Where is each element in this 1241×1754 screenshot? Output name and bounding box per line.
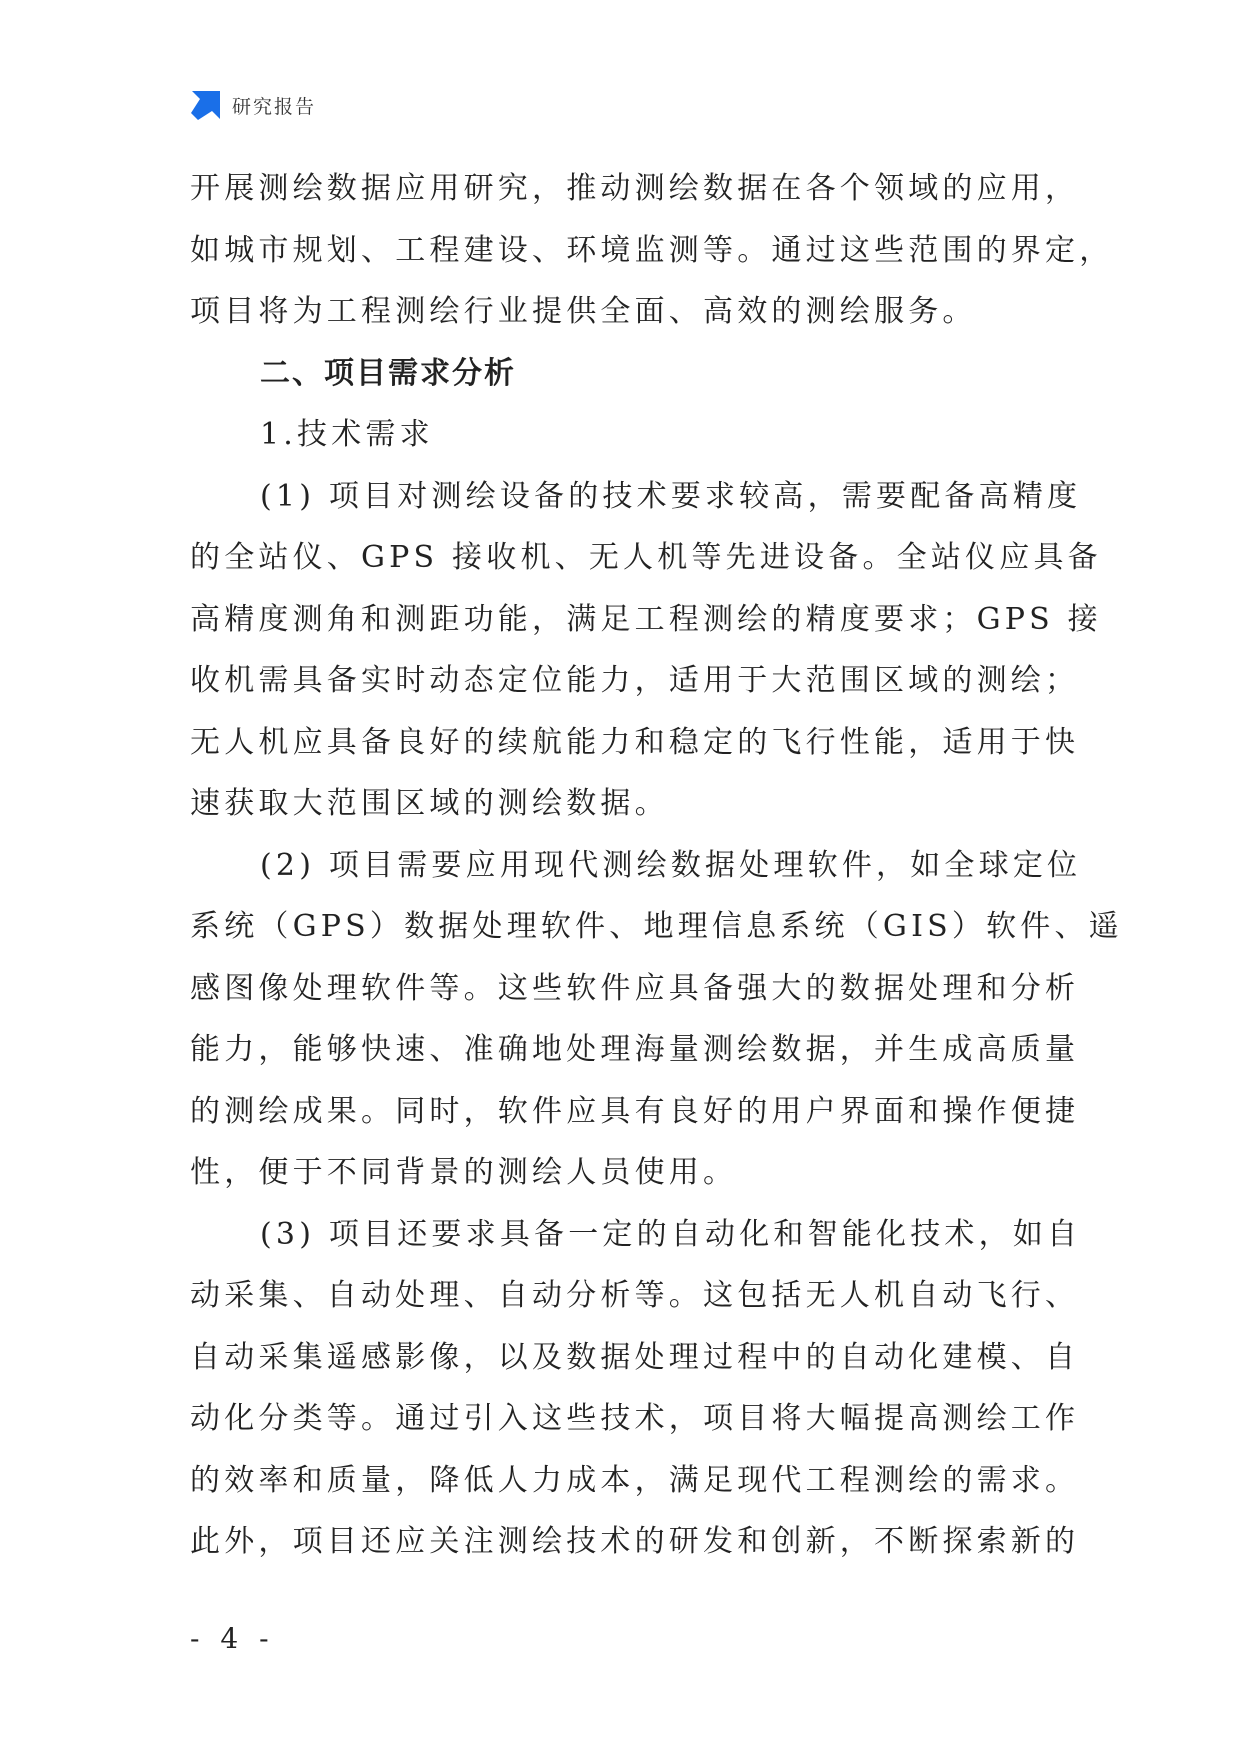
body-line: 动化分类等。通过引入这些技术，项目将大幅提高测绘工作: [190, 1401, 1080, 1436]
document-body: [190, 158, 1123, 1573]
body-line: 的测绘成果。同时，软件应具有良好的用户界面和操作便捷: [190, 1093, 1080, 1129]
body-line: 此外，项目还应关注测绘技术的研发和创新，不断探索新的: [190, 1524, 1080, 1559]
body-line: 速获取大范围区域的测绘数据。: [190, 786, 669, 821]
arrow-up-right-icon: [188, 89, 222, 121]
body-line: 项目将为工程测绘行业提供全面、高效的测绘服务。: [190, 294, 977, 329]
body-line: 的效率和质量，降低人力成本，满足现代工程测绘的需求。: [190, 1462, 1080, 1498]
body-line: 性，便于不同背景的测绘人员使用。: [190, 1155, 738, 1190]
page-number: - 4 -: [190, 1622, 275, 1655]
body-line: 高精度测角和测距功能，满足工程测绘的精度要求；GPS 接: [190, 601, 1102, 637]
body-line: 动采集、自动处理、自动分析等。这包括无人机自动飞行、: [190, 1278, 1080, 1313]
body-line: (3) 项目还要求具备一定的自动化和智能化技术，如自: [260, 1216, 1082, 1252]
body-line: (1) 项目对测绘设备的技术要求较高，需要配备高精度: [260, 478, 1082, 514]
body-line: 收机需具备实时动态定位能力，适用于大范围区域的测绘；: [190, 663, 1080, 698]
body-line: 能力，能够快速、准确地处理海量测绘数据，并生成高质量: [190, 1032, 1080, 1067]
body-line: 无人机应具备良好的续航能力和稳定的飞行性能，适用于快: [190, 724, 1080, 760]
body-line: 的全站仪、GPS 接收机、无人机等先进设备。全站仪应具备: [190, 540, 1102, 575]
body-line: 自动采集遥感影像，以及数据处理过程中的自动化建模、自: [190, 1339, 1080, 1375]
subsection-heading: 1.技术需求: [260, 417, 434, 452]
body-line: 系统（GPS）数据处理软件、地理信息系统（GIS）软件、遥: [190, 909, 1123, 944]
body-line: (2) 项目需要应用现代测绘数据处理软件，如全球定位: [260, 847, 1082, 883]
section-heading: 二、项目需求分析: [260, 355, 516, 391]
body-line: 开展测绘数据应用研究，推动测绘数据在各个领域的应用，: [190, 171, 1080, 206]
body-line: 感图像处理软件等。这些软件应具备强大的数据处理和分析: [190, 970, 1080, 1006]
page-header: [188, 88, 316, 122]
header-title: 研究报告: [232, 95, 317, 118]
body-line: 如城市规划、工程建设、环境监测等。通过这些范围的界定，: [190, 232, 1114, 268]
